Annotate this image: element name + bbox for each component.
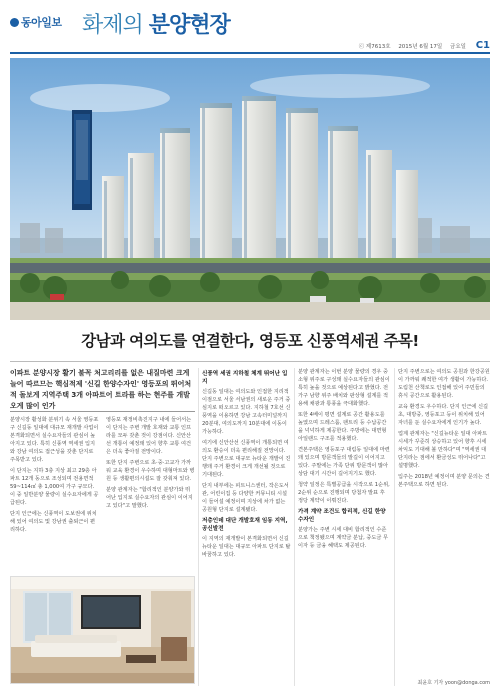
issue-number: ⓒ 제7613호 xyxy=(358,44,391,50)
logo-text: 동아일보 xyxy=(21,16,62,29)
issue-meta xyxy=(353,40,490,51)
issue-date: 2015년 6월 17일 xyxy=(398,44,443,50)
column-paragraph: 또한 4베이 평면 설계로 공간 활용도를 높였으며 드레스룸, 팬트리 등 수납공간을 넉넉하게 제공한다. 주방에는 대면형 아일랜드 구조를 적용했다. xyxy=(298,412,387,442)
logo-mark-icon xyxy=(10,18,19,27)
column-divider xyxy=(294,368,295,686)
column-paragraph: 입주는 2018년 예정이며 분양 문의는 견본주택으로 하면 된다. xyxy=(398,474,490,488)
section-title-light: 화제의 xyxy=(82,13,149,38)
byline: 최윤호 기자 yoon@donga.com xyxy=(417,680,490,686)
headline: 강남과 여의도를 연결한다, 영등포 신풍역세권 주목! xyxy=(81,332,419,350)
column-paragraph: 단지 내부에는 피트니스센터, 작은도서관, 어린이집 등 다양한 커뮤니티 시설이 들어설 예정이며 지상에 차가 없는 공원형 단지로 설계됐다. xyxy=(202,483,289,513)
column-paragraph: 신길동 일대는 여의도와 인접한 지리적 이점으로 서울 서남권의 새로운 주거 중심지로 떠오르고 있다. 지하철 7호선 신풍역을 이용하면 강남 고속터미널까지 20분대, 여의도까지 10분대에 이동이 가능하다. xyxy=(202,389,291,435)
column-paragraph: 여기에 신안산선 신풍역이 개통되면 여의도 환승이 더욱 편리해질 전망이다. 단지 주변으로 대규모 뉴타운 개발이 진행돼 주거 환경이 크게 개선될 것으로 기대된다. xyxy=(202,440,291,478)
column-paragraph: 영등포 재정비촉진지구 내에 들어서는 이 단지는 주변 개발 호재와 교통 인프라를 모두 갖춘 것이 강점이다. 신안산선 개통이 예정돼 있어 향후 교통 여건은 더욱 좋아질 전망이다. xyxy=(106,417,192,455)
column-paragraph: 또한 단지 주변으로 초·중·고교가 가까워 교육 환경이 우수하며 대형마트와 병원 등 생활편의시설도 잘 갖춰져 있다. xyxy=(106,460,195,482)
column-paragraph: 이 단지는 지하 3층 지상 최고 29층 아파트 12개 동으로 조성되며 전용면적 59~114㎡ 총 1,000여 가구 규모다. 이 중 일반분양 물량이 실수요자에게 공급된다. xyxy=(10,468,99,506)
article-column-2 xyxy=(106,416,195,568)
column-paragraph: 분양가는 주변 시세 대비 합리적인 수준으로 책정됐으며 계약금 분납, 중도금 무이자 등 금융 혜택도 제공된다. xyxy=(298,527,389,549)
column-paragraph: 청약 일정은 특별공급을 시작으로 1순위, 2순위 순으로 진행되며 당첨자 발표 후 정당 계약이 이뤄진다. xyxy=(298,482,390,504)
interior-photo xyxy=(10,576,195,684)
article-column-3 xyxy=(202,368,291,638)
sign-board-icon xyxy=(76,120,88,180)
issue-weekday: 금요일 xyxy=(450,44,466,50)
headline-rule xyxy=(10,361,490,362)
column-subhead: 저층인데 대단 개발호재 임동 지역, 공신발전 xyxy=(202,518,288,532)
column-paragraph: 단지 인근에는 신풍역이 도보권에 위치해 있어 여의도 및 강남권 출퇴근이 편리하다. xyxy=(10,511,97,533)
column-paragraph: 업계 관계자는 "신길뉴타운 일대 아파트 시세가 꾸준히 상승하고 있어 향후 시세 차익도 기대해 볼 만하다"며 "역세권 대단지라는 점에서 환금성도 뛰어나다"고 설명했다. xyxy=(398,431,488,469)
column-subhead: 가격 계약 조건도 합리적, 신길 한양수자인 xyxy=(298,509,386,523)
article-column-5 xyxy=(398,368,490,688)
column-divider xyxy=(198,368,199,686)
column-subhead: 신풍역 세권 지하철 체계 뛰어난 입지 xyxy=(202,371,288,385)
page-number: C1 xyxy=(475,40,490,51)
column-paragraph: 이 지역의 재개발이 본격화되면서 신길뉴타운 일대는 대규모 아파트 단지로 탈바꿈하고 있다. xyxy=(202,536,291,558)
column-paragraph: 견본주택은 영등포구 대림동 일대에 마련돼 있으며 방문객들의 발길이 이어지고 있다. 주말에는 가족 단위 방문객이 많아 상담 대기 시간이 길어지기도 했다. xyxy=(298,447,390,477)
lead-rule xyxy=(10,411,195,412)
column-divider xyxy=(394,368,395,686)
hero-rendering-image xyxy=(10,58,490,320)
column-paragraph: 분양 관계자는 "합리적인 분양가와 뛰어난 입지로 실수요자의 관심이 이어지고 있다"고 말했다. xyxy=(106,487,193,509)
article-column-1 xyxy=(10,416,99,568)
column-paragraph: 분양 관계자는 이번 분양 물량의 경우 중소형 위주로 구성돼 실수요자들의 관심이 특히 높을 것으로 예상된다고 밝혔다. 전 가구 남향 위주 배치와 판상형 설계를 적용해 채광과 통풍을 극대화했다. xyxy=(298,369,390,407)
section-title-bold: 분양현장 xyxy=(148,13,230,38)
lead-paragraph: 이파트 분양시장 활기 불꼭 처고리리를 없은 내질마련 크게 늘어 따르므는 핵심적제 '신길 한양수자인' 영등포의 뛰어처적 돌보게 지역주택 3개 아파트어 트라를 하는 현주를 개발오게 많이 인가 xyxy=(10,369,192,410)
column-paragraph: 단지 주변으로는 여의도 공원과 한강공원이 가까워 쾌적한 여가 생활이 가능하다. 도림천 산책로도 인접해 있어 주민들의 휴식 공간으로 활용된다. xyxy=(398,369,490,399)
section-title xyxy=(82,8,230,39)
article-column-4 xyxy=(298,368,390,688)
column-paragraph: 교육 환경도 우수하다. 단지 인근에 신길초, 대방중, 영등포고 등이 위치해 있어 자녀를 둔 실수요자에게 인기가 높다. xyxy=(398,404,489,426)
column-paragraph: 분양시장 활성화 분위기 속 서울 영등포구 신길동 일대에 대규모 재개발 사업이 본격화되면서 실수요자들의 관심이 높아지고 있다. 특히 신풍역 역세권 입지와 강남 여의도 접근성을 갖춘 단지로 주목받고 있다. xyxy=(10,417,99,463)
masthead-rule xyxy=(10,52,490,54)
masthead xyxy=(10,8,490,58)
newspaper-logo xyxy=(10,14,62,30)
